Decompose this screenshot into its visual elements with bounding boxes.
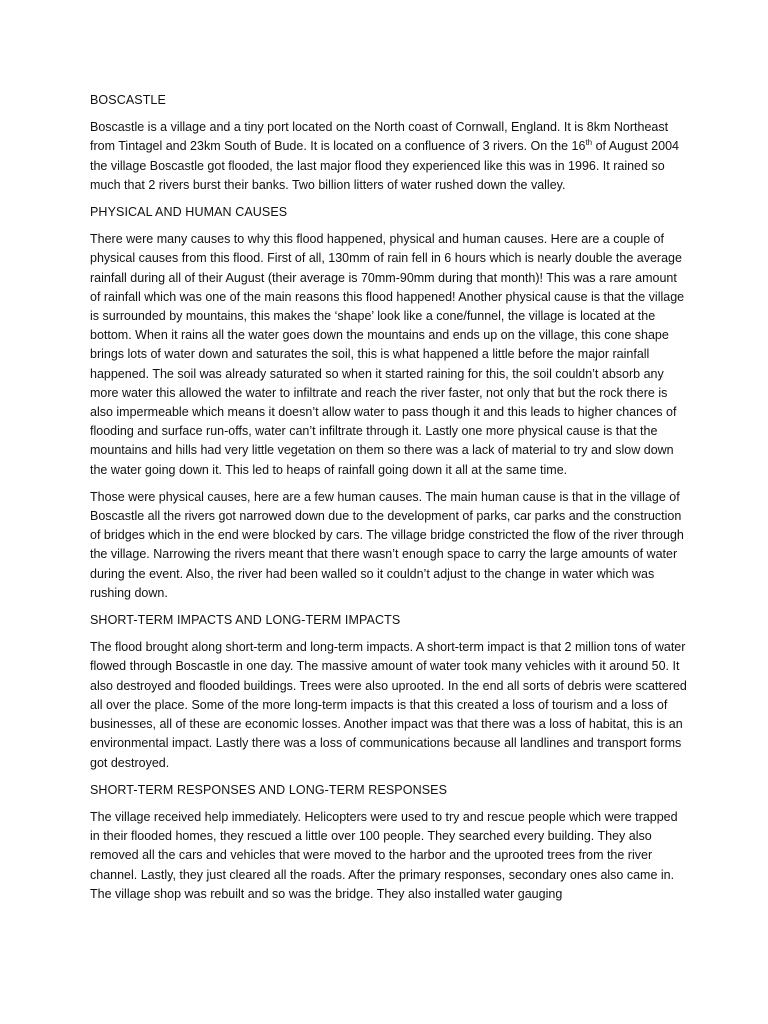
responses-paragraph: The village received help immediately. Helicopters were used to try and rescue people which were trapped in their flooded homes, they rescued a little over 100 people. They searched every building. They also removed all the cars and vehicles that were moved to the harbor and the uprooted trees from the river channel. Lastly, they just cleared all the roads. After the primary responses, secondary ones also came in. The village shop was rebuilt and so was the bridge. They also installed water gauging bbox=[90, 809, 678, 901]
intro-paragraph bbox=[90, 118, 690, 195]
section-heading-causes: PHYSICAL AND HUMAN CAUSES bbox=[90, 205, 288, 220]
section-heading-responses: SHORT-TERM RESPONSES AND LONG-TERM RESPONSES bbox=[90, 782, 448, 797]
impacts-paragraph: The flood brought along short-term and long-term impacts. A short-term impact is that 2 million tons of water flowed through Boscastle in one day. The massive amount of water took many vehicles with it around 50. It also destroyed and flooded buildings. Trees were also uprooted. In the end all sorts of debris were scattered all over the place. Some of the more long-term impacts is that this created a loss of tourism and a loss of businesses, all of these are economic losses. Another impact was that there was a loss of habitat, this is an environmental impact. Lastly there was a loss of communications because all landlines and transport forms got destroyed. bbox=[90, 640, 687, 770]
causes-paragraph-physical: There were many causes to why this flood happened, physical and human causes. Here are a couple of physical causes from this flood. First of all, 130mm of rain fell in 6 hours which is nearly double the average rainfall during all of their August (their average is 70mm-90mm during that month)! This was a rare amount of rainfall which was one of the main reasons this flood happened! Another physical cause is that the village is surrounded by mountains, this makes the ‘shape’ look like a cone/funnel, the village is located at the bottom. When it rains all the water goes down the mountains and ends up on the village, this cone shape brings lots of water down and saturates the soil, this is what happened a little before the major rainfall happened. The soil was already saturated so when it started raining for this, the soil couldn’t absorb any more water this allowed the water to infiltrate and reach the river faster, not only that but the rock there is also impermeable which means it doesn’t allow water to pass though it and this leads to higher chances of flooding and surface run-offs, water can’t infiltrate through it. Lastly one more physical cause is that the mountains and hills had very little vegetation on them so there was a lack of material to try and slow down the water going down it. This led to heaps of rainfall going down it all at the same time. bbox=[90, 232, 685, 477]
intro-text-start: Boscastle is a village and a tiny port located on the North coast of Cornwall, England. It is 8km Northeast from Tintagel and 23km South of Bude. It is located on a confluence of 3 rivers. On the 16 bbox=[90, 120, 669, 154]
document-page bbox=[90, 91, 690, 912]
intro-text-end: of August 2004 the village Boscastle got flooded, the last major flood they experienced like this was in 1996. It rained so much that 2 rivers burst their banks. Two billion litters of water rushed down the valley. bbox=[90, 139, 679, 192]
document-title: BOSCASTLE bbox=[90, 93, 166, 107]
section-heading-impacts: SHORT-TERM IMPACTS AND LONG-TERM IMPACTS bbox=[90, 613, 401, 628]
causes-paragraph-human: Those were physical causes, here are a few human causes. The main human cause is that in the village of Boscastle all the rivers got narrowed down due to the development of parks, car parks and the construction of bridges which in the end were blocked by cars. The village bridge constricted the flow of the river through the village. Narrowing the rivers meant that there wasn’t enough space to carry the large amounts of water during the event. Also, the river had been walled so it couldn’t adjust to the change in water which was rushing down. bbox=[90, 489, 684, 600]
date-ordinal-suffix: th bbox=[585, 138, 593, 148]
